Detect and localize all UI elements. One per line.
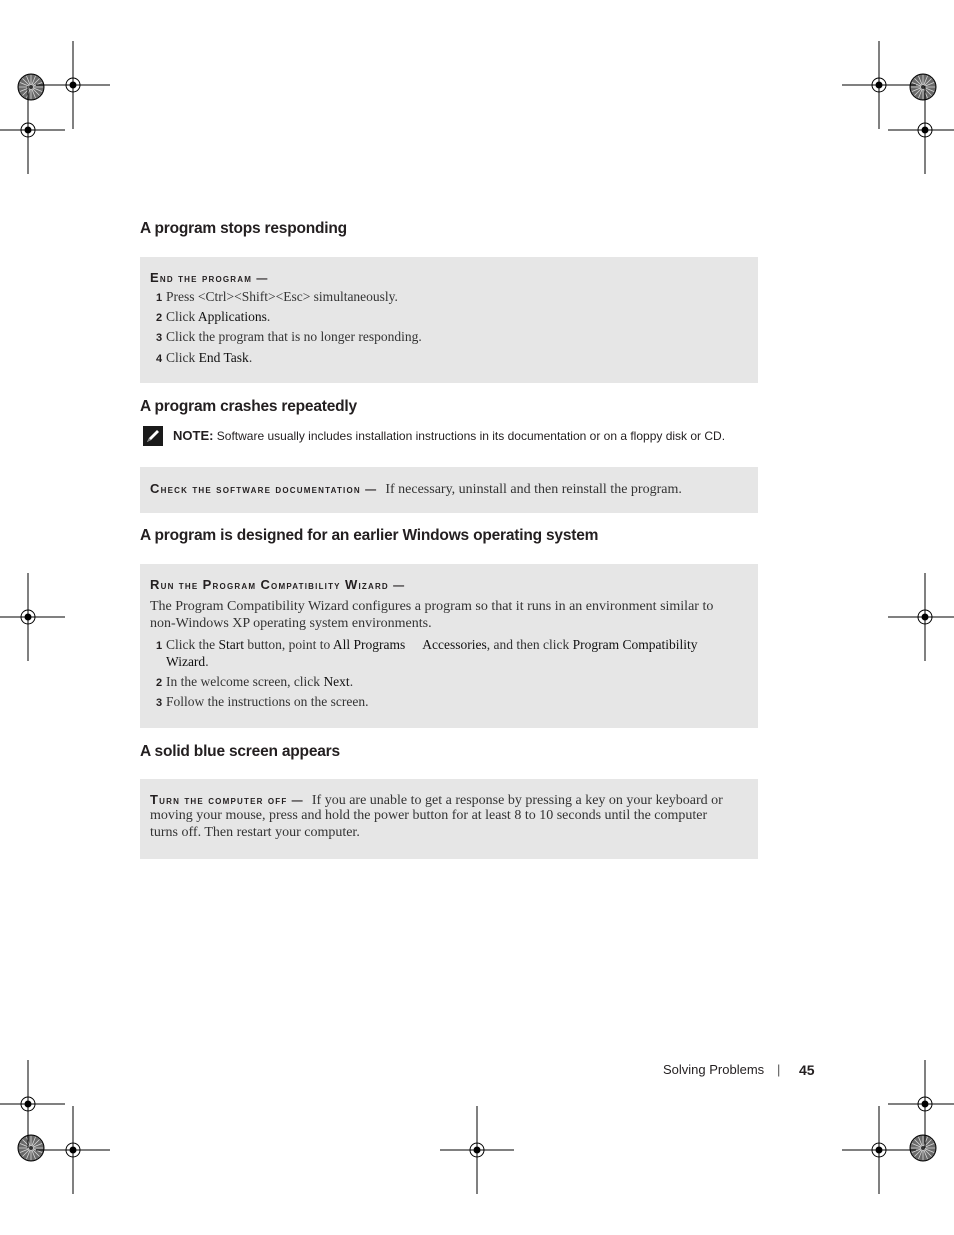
procedure-box-compatibility-wizard bbox=[140, 564, 758, 728]
procedure-box-end-program bbox=[140, 257, 758, 383]
section-heading-program-stops: A program stops responding bbox=[140, 220, 347, 237]
crosshair-mark bbox=[842, 1106, 916, 1194]
step-item: 2 Click Applications. bbox=[156, 309, 271, 324]
box-line: Turn the computer off — If you are unable to get a response by pressing a key on your keyboard or bbox=[150, 792, 723, 808]
crosshair-mark bbox=[36, 41, 110, 129]
step-item: 1 Press <Ctrl><Shift><Esc> simultaneously. bbox=[156, 289, 398, 304]
procedure-box-check-docs bbox=[140, 467, 758, 513]
box-line: turns off. Then restart your computer. bbox=[150, 825, 360, 840]
procedure-box-turn-off bbox=[140, 779, 758, 859]
step-item: 4 Click End Task. bbox=[156, 350, 253, 365]
box-line: Check the software documentation — If necessary, uninstall and then reinstall the program. bbox=[150, 481, 682, 497]
crosshair-mark bbox=[36, 1106, 110, 1194]
note-pencil-icon bbox=[143, 426, 163, 451]
crosshair-mark bbox=[440, 1106, 514, 1194]
step-item: 2 In the welcome screen, click Next. bbox=[156, 674, 354, 689]
footer-separator: | bbox=[777, 1062, 781, 1077]
box-title: Run the Program Compatibility Wizard — bbox=[150, 577, 406, 592]
section-heading-earlier-windows: A program is designed for an earlier Windows operating system bbox=[140, 527, 599, 544]
note: NOTE: Software usually includes installation instructions in its documentation or on a floppy disk or CD. bbox=[173, 428, 726, 443]
color-target-mark bbox=[18, 74, 44, 100]
intro-line: non-Windows XP operating system environments. bbox=[150, 616, 432, 631]
step-item-continued: Wizard. bbox=[166, 654, 209, 669]
color-target-mark bbox=[910, 74, 936, 100]
step-item: 3 Follow the instructions on the screen. bbox=[156, 694, 369, 709]
color-target-mark bbox=[18, 1135, 44, 1161]
step-item: 3 Click the program that is no longer responding. bbox=[156, 329, 422, 344]
box-title: Check the software documentation — bbox=[150, 481, 378, 496]
step-item: 1 Click the Start button, point to All Programs Accessories, and then click Program Compatibility bbox=[156, 637, 698, 652]
intro-line: The Program Compatibility Wizard configures a program so that it runs in an environment similar to bbox=[150, 599, 714, 614]
footer-section-name: Solving Problems bbox=[663, 1062, 765, 1077]
box-title: End the program — bbox=[150, 270, 269, 285]
crosshair-mark bbox=[888, 573, 954, 661]
crosshair-mark bbox=[0, 573, 65, 661]
box-title: Turn the computer off — bbox=[150, 792, 304, 807]
section-heading-blue-screen: A solid blue screen appears bbox=[140, 743, 340, 760]
box-line: moving your mouse, press and hold the power button for at least 8 to 10 seconds until the computer bbox=[150, 808, 708, 823]
page-number: 45 bbox=[799, 1062, 815, 1078]
color-target-mark bbox=[910, 1135, 936, 1161]
section-heading-program-crashes: A program crashes repeatedly bbox=[140, 398, 357, 415]
crosshair-mark bbox=[842, 41, 916, 129]
